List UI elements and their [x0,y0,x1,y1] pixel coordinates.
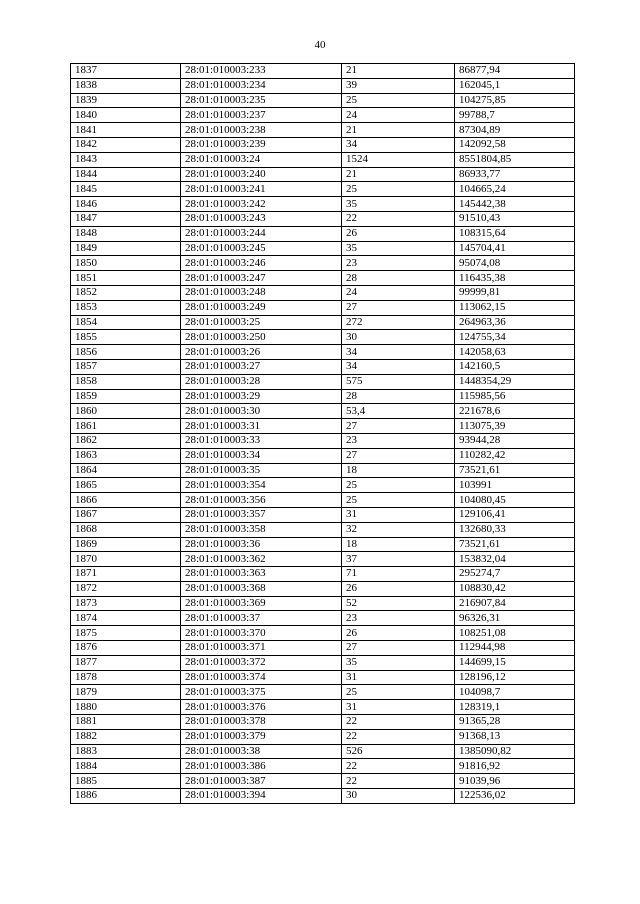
table-row [71,78,575,93]
cadastral-value-cell: 99788,7 [455,108,575,123]
cadastral-value-cell: 129106,41 [455,507,575,522]
area-cell: 526 [342,744,455,759]
area-cell: 22 [342,211,455,226]
cadastral-value-cell: 142092,58 [455,137,575,152]
cadastral-number-cell: 28:01:010003:246 [181,256,342,271]
cadastral-number-cell: 28:01:010003:249 [181,300,342,315]
cadastral-number-cell: 28:01:010003:247 [181,271,342,286]
row-number-cell: 1872 [71,581,181,596]
row-number-cell: 1870 [71,552,181,567]
area-cell: 26 [342,581,455,596]
table-row [71,641,575,656]
cadastral-value-cell: 112944,98 [455,641,575,656]
table-row [71,404,575,419]
area-cell: 34 [342,345,455,360]
row-number-cell: 1877 [71,655,181,670]
cadastral-value-cell: 86933,77 [455,167,575,182]
cadastral-number-cell: 28:01:010003:375 [181,685,342,700]
cadastral-value-cell: 104275,85 [455,93,575,108]
area-cell: 32 [342,522,455,537]
cadastral-number-cell: 28:01:010003:30 [181,404,342,419]
table-row [71,285,575,300]
row-number-cell: 1868 [71,522,181,537]
area-cell: 35 [342,241,455,256]
area-cell: 25 [342,93,455,108]
area-cell: 28 [342,389,455,404]
cadastral-number-cell: 28:01:010003:38 [181,744,342,759]
area-cell: 39 [342,78,455,93]
cadastral-number-cell: 28:01:010003:35 [181,463,342,478]
row-number-cell: 1885 [71,774,181,789]
cadastral-number-cell: 28:01:010003:37 [181,611,342,626]
table-row [71,507,575,522]
area-cell: 272 [342,315,455,330]
table-row [71,271,575,286]
cadastral-value-cell: 142160,5 [455,359,575,374]
cadastral-value-cell: 73521,61 [455,537,575,552]
area-cell: 35 [342,197,455,212]
cadastral-value-cell: 295274,7 [455,567,575,582]
table-row [71,64,575,79]
row-number-cell: 1861 [71,419,181,434]
cadastral-number-cell: 28:01:010003:241 [181,182,342,197]
area-cell: 21 [342,64,455,79]
area-cell: 25 [342,478,455,493]
cadastral-number-cell: 28:01:010003:33 [181,433,342,448]
area-cell: 30 [342,330,455,345]
cadastral-value-cell: 86877,94 [455,64,575,79]
cadastral-value-cell: 104080,45 [455,493,575,508]
cadastral-value-cell: 104098,7 [455,685,575,700]
row-number-cell: 1837 [71,64,181,79]
cadastral-value-cell: 108830,42 [455,581,575,596]
cadastral-number-cell: 28:01:010003:233 [181,64,342,79]
cadastral-number-cell: 28:01:010003:237 [181,108,342,123]
cadastral-value-cell: 264963,36 [455,315,575,330]
cadastral-value-cell: 115985,56 [455,389,575,404]
area-cell: 31 [342,700,455,715]
cadastral-value-cell: 128319,1 [455,700,575,715]
row-number-cell: 1875 [71,626,181,641]
area-cell: 1524 [342,152,455,167]
table-row [71,744,575,759]
row-number-cell: 1864 [71,463,181,478]
row-number-cell: 1863 [71,448,181,463]
table-row [71,359,575,374]
row-number-cell: 1839 [71,93,181,108]
table-row [71,152,575,167]
row-number-cell: 1847 [71,211,181,226]
cadastral-value-cell: 221678,6 [455,404,575,419]
cadastral-value-cell: 108251,08 [455,626,575,641]
row-number-cell: 1882 [71,729,181,744]
table-row [71,700,575,715]
row-number-cell: 1858 [71,374,181,389]
table-row [71,670,575,685]
area-cell: 22 [342,729,455,744]
area-cell: 31 [342,507,455,522]
area-cell: 18 [342,463,455,478]
row-number-cell: 1874 [71,611,181,626]
cadastral-number-cell: 28:01:010003:358 [181,522,342,537]
cadastral-number-cell: 28:01:010003:379 [181,729,342,744]
cadastral-value-cell: 113062,15 [455,300,575,315]
cadastral-value-cell: 1448354,29 [455,374,575,389]
row-number-cell: 1880 [71,700,181,715]
cadastral-value-cell: 145704,41 [455,241,575,256]
cadastral-value-cell: 104665,24 [455,182,575,197]
cadastral-value-cell: 108315,64 [455,226,575,241]
cadastral-value-cell: 110282,42 [455,448,575,463]
cadastral-number-cell: 28:01:010003:372 [181,655,342,670]
cadastral-number-cell: 28:01:010003:26 [181,345,342,360]
cadastral-number-cell: 28:01:010003:386 [181,759,342,774]
cadastral-value-cell: 8551804,85 [455,152,575,167]
table-row [71,463,575,478]
table-row [71,315,575,330]
cadastral-value-cell: 95074,08 [455,256,575,271]
cadastral-number-cell: 28:01:010003:376 [181,700,342,715]
cadastral-number-cell: 28:01:010003:357 [181,507,342,522]
area-cell: 35 [342,655,455,670]
table-row [71,241,575,256]
table-row [71,330,575,345]
row-number-cell: 1854 [71,315,181,330]
area-cell: 31 [342,670,455,685]
area-cell: 22 [342,715,455,730]
cadastral-number-cell: 28:01:010003:31 [181,419,342,434]
area-cell: 27 [342,300,455,315]
table-row [71,167,575,182]
cadastral-number-cell: 28:01:010003:29 [181,389,342,404]
row-number-cell: 1860 [71,404,181,419]
area-cell: 22 [342,759,455,774]
page-number: 40 [314,39,326,51]
table-row [71,581,575,596]
cadastral-number-cell: 28:01:010003:369 [181,596,342,611]
area-cell: 37 [342,552,455,567]
cadastral-number-cell: 28:01:010003:245 [181,241,342,256]
table-row [71,774,575,789]
table-row [71,197,575,212]
cadastral-number-cell: 28:01:010003:363 [181,567,342,582]
cadastral-number-cell: 28:01:010003:27 [181,359,342,374]
row-number-cell: 1846 [71,197,181,212]
table-row [71,715,575,730]
cadastral-value-cell: 145442,38 [455,197,575,212]
row-number-cell: 1865 [71,478,181,493]
row-number-cell: 1853 [71,300,181,315]
table-row [71,478,575,493]
area-cell: 24 [342,285,455,300]
cadastral-value-cell: 91368,13 [455,729,575,744]
table-row [71,759,575,774]
area-cell: 71 [342,567,455,582]
area-cell: 26 [342,626,455,641]
row-number-cell: 1878 [71,670,181,685]
cadastral-number-cell: 28:01:010003:374 [181,670,342,685]
row-number-cell: 1867 [71,507,181,522]
cadastral-number-cell: 28:01:010003:24 [181,152,342,167]
cadastral-number-cell: 28:01:010003:240 [181,167,342,182]
cadastral-number-cell: 28:01:010003:244 [181,226,342,241]
row-number-cell: 1842 [71,137,181,152]
table-row [71,256,575,271]
table-row [71,596,575,611]
cadastral-number-cell: 28:01:010003:250 [181,330,342,345]
cadastral-value-cell: 87304,89 [455,123,575,138]
table-body [71,64,575,804]
cadastral-number-cell: 28:01:010003:34 [181,448,342,463]
cadastral-number-cell: 28:01:010003:239 [181,137,342,152]
table-row [71,226,575,241]
table-row [71,729,575,744]
table-row [71,211,575,226]
row-number-cell: 1876 [71,641,181,656]
table-row [71,626,575,641]
cadastral-number-cell: 28:01:010003:362 [181,552,342,567]
row-number-cell: 1873 [71,596,181,611]
row-number-cell: 1859 [71,389,181,404]
cadastral-number-cell: 28:01:010003:238 [181,123,342,138]
cadastral-number-cell: 28:01:010003:370 [181,626,342,641]
cadastral-number-cell: 28:01:010003:394 [181,789,342,804]
area-cell: 34 [342,359,455,374]
table-row [71,389,575,404]
cadastral-value-table [70,63,575,804]
cadastral-value-cell: 216907,84 [455,596,575,611]
area-cell: 25 [342,182,455,197]
row-number-cell: 1857 [71,359,181,374]
cadastral-value-cell: 116435,38 [455,271,575,286]
row-number-cell: 1845 [71,182,181,197]
table-row [71,182,575,197]
table-row [71,522,575,537]
area-cell: 27 [342,419,455,434]
cadastral-number-cell: 28:01:010003:356 [181,493,342,508]
table-row [71,655,575,670]
area-cell: 24 [342,108,455,123]
cadastral-value-cell: 162045,1 [455,78,575,93]
cadastral-number-cell: 28:01:010003:378 [181,715,342,730]
row-number-cell: 1843 [71,152,181,167]
area-cell: 23 [342,433,455,448]
cadastral-number-cell: 28:01:010003:25 [181,315,342,330]
cadastral-value-cell: 91365,28 [455,715,575,730]
cadastral-number-cell: 28:01:010003:36 [181,537,342,552]
area-cell: 27 [342,641,455,656]
cadastral-value-cell: 1385090,82 [455,744,575,759]
table-row [71,374,575,389]
cadastral-value-cell: 91039,96 [455,774,575,789]
area-cell: 25 [342,493,455,508]
area-cell: 26 [342,226,455,241]
row-number-cell: 1883 [71,744,181,759]
row-number-cell: 1869 [71,537,181,552]
table-row [71,300,575,315]
cadastral-number-cell: 28:01:010003:248 [181,285,342,300]
area-cell: 575 [342,374,455,389]
cadastral-value-cell: 96326,31 [455,611,575,626]
cadastral-number-cell: 28:01:010003:354 [181,478,342,493]
area-cell: 22 [342,774,455,789]
cadastral-value-cell: 124755,34 [455,330,575,345]
table-row [71,433,575,448]
cadastral-number-cell: 28:01:010003:387 [181,774,342,789]
table-row [71,567,575,582]
row-number-cell: 1840 [71,108,181,123]
table-row [71,345,575,360]
row-number-cell: 1881 [71,715,181,730]
cadastral-number-cell: 28:01:010003:371 [181,641,342,656]
cadastral-value-cell: 122536,02 [455,789,575,804]
area-cell: 21 [342,123,455,138]
table-row [71,419,575,434]
table-row [71,137,575,152]
table-row [71,448,575,463]
row-number-cell: 1849 [71,241,181,256]
area-cell: 28 [342,271,455,286]
table-row [71,537,575,552]
row-number-cell: 1852 [71,285,181,300]
area-cell: 18 [342,537,455,552]
table-row [71,789,575,804]
cadastral-value-cell: 128196,12 [455,670,575,685]
cadastral-number-cell: 28:01:010003:28 [181,374,342,389]
cadastral-number-cell: 28:01:010003:234 [181,78,342,93]
row-number-cell: 1884 [71,759,181,774]
cadastral-value-cell: 132680,33 [455,522,575,537]
row-number-cell: 1841 [71,123,181,138]
row-number-cell: 1848 [71,226,181,241]
row-number-cell: 1862 [71,433,181,448]
table-row [71,123,575,138]
table-row [71,685,575,700]
cadastral-value-cell: 91510,43 [455,211,575,226]
cadastral-value-cell: 93944,28 [455,433,575,448]
cadastral-value-cell: 91816,92 [455,759,575,774]
cadastral-value-cell: 73521,61 [455,463,575,478]
table-row [71,93,575,108]
cadastral-number-cell: 28:01:010003:242 [181,197,342,212]
area-cell: 21 [342,167,455,182]
row-number-cell: 1866 [71,493,181,508]
cadastral-value-cell: 113075,39 [455,419,575,434]
cadastral-number-cell: 28:01:010003:235 [181,93,342,108]
area-cell: 25 [342,685,455,700]
area-cell: 23 [342,611,455,626]
row-number-cell: 1886 [71,789,181,804]
cadastral-value-cell: 153832,04 [455,552,575,567]
area-cell: 27 [342,448,455,463]
cadastral-value-cell: 142058,63 [455,345,575,360]
row-number-cell: 1855 [71,330,181,345]
cadastral-value-cell: 144699,15 [455,655,575,670]
cadastral-number-cell: 28:01:010003:368 [181,581,342,596]
row-number-cell: 1871 [71,567,181,582]
row-number-cell: 1844 [71,167,181,182]
cadastral-number-cell: 28:01:010003:243 [181,211,342,226]
area-cell: 52 [342,596,455,611]
cadastral-value-cell: 99999,81 [455,285,575,300]
area-cell: 34 [342,137,455,152]
area-cell: 30 [342,789,455,804]
row-number-cell: 1850 [71,256,181,271]
area-cell: 53,4 [342,404,455,419]
row-number-cell: 1856 [71,345,181,360]
table-row [71,552,575,567]
table-row [71,108,575,123]
row-number-cell: 1851 [71,271,181,286]
row-number-cell: 1879 [71,685,181,700]
table-row [71,611,575,626]
area-cell: 23 [342,256,455,271]
cadastral-value-cell: 103991 [455,478,575,493]
table-row [71,493,575,508]
row-number-cell: 1838 [71,78,181,93]
